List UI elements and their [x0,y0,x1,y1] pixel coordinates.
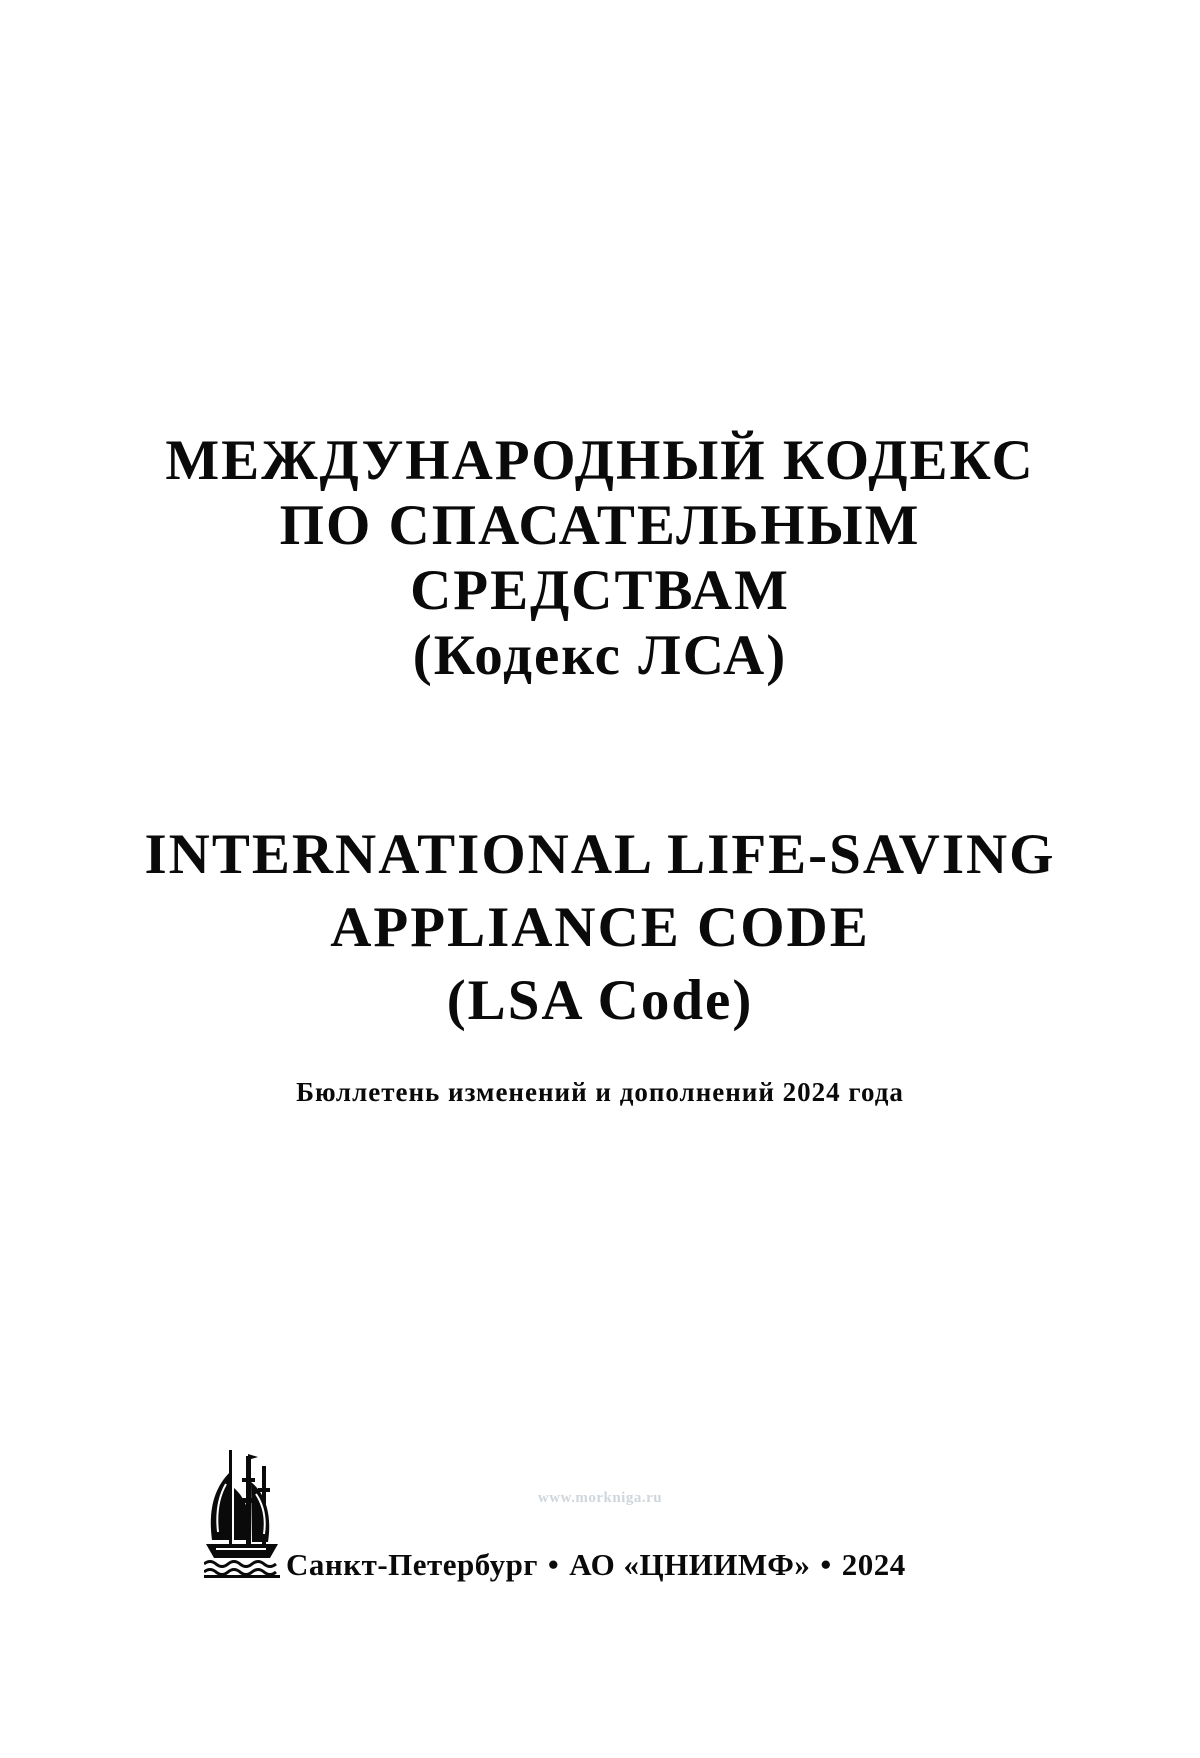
english-title-line-1: INTERNATIONAL LIFE-SAVING [144,823,1056,886]
english-title-line-3: (LSA Code) [446,969,754,1032]
russian-title [0,428,1200,688]
publisher-city: Санкт-Петербург [286,1547,538,1582]
separator-dot: • [547,1547,560,1582]
russian-title-line-2: ПО СПАСАТЕЛЬНЫМ [279,494,921,557]
russian-title-line-1: МЕЖДУНАРОДНЫЙ КОДЕКС [165,429,1035,492]
separator-dot: • [820,1547,832,1582]
bulletin-subtitle: Бюллетень изменений и дополнений 2024 года [296,1077,904,1107]
publisher-year: 2024 [841,1547,906,1582]
russian-title-line-3: СРЕДСТВАМ [410,559,790,622]
russian-title-line-4: (Кодекс ЛСА) [412,624,788,687]
sailing-ship-icon [204,1448,280,1578]
publisher-organization: АО «ЦНИИМФ» [569,1547,811,1582]
watermark: www.morkniga.ru [537,1490,663,1506]
english-title [0,818,1200,1037]
publisher-line [286,1547,906,1583]
english-title-line-2: APPLIANCE CODE [330,896,870,959]
